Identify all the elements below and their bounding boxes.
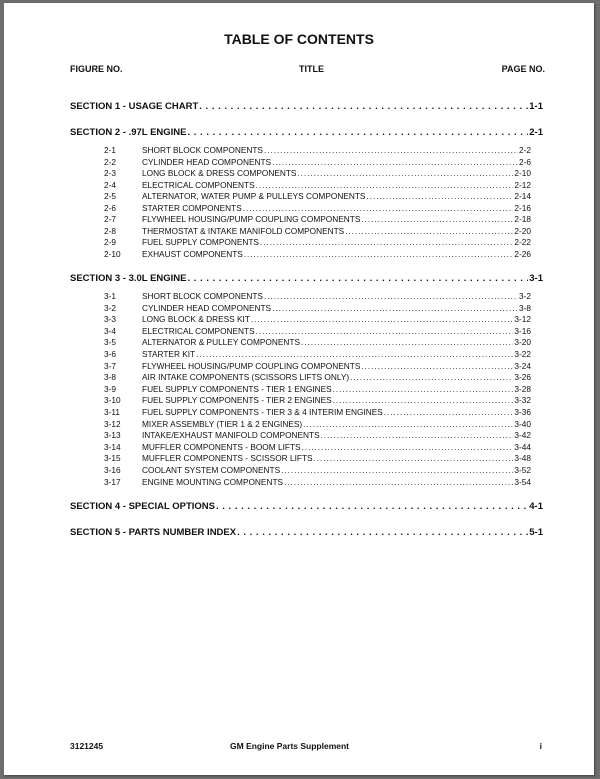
toc-item-2-4[interactable] [104, 180, 531, 190]
dot-leader [345, 227, 513, 236]
item-title: THERMOSTAT & INTAKE MANIFOLD COMPONENTS [142, 225, 345, 236]
figure-number: 3-14 [104, 441, 121, 452]
item-page: 2-12 [514, 179, 531, 190]
figure-number: 2-4 [104, 179, 116, 190]
figure-number: 2-6 [104, 202, 116, 213]
figure-number: 3-9 [104, 383, 116, 394]
item-title: CYLINDER HEAD COMPONENTS [142, 156, 272, 167]
dot-leader [260, 238, 513, 247]
dot-leader [366, 192, 513, 201]
figure-number: 3-5 [104, 337, 116, 348]
item-title: ALTERNATOR, WATER PUMP & PULLEYS COMPONENTS [142, 191, 366, 201]
toc-item-3-12[interactable] [104, 419, 531, 429]
item-page: 3-36 [514, 407, 531, 417]
dot-leader [314, 454, 514, 463]
section-label: SECTION 4 - SPECIAL OPTIONS [70, 501, 215, 512]
figure-number: 2-2 [104, 156, 116, 167]
figure-number: 3-1 [104, 291, 116, 301]
item-page: 3-24 [514, 360, 531, 371]
item-title: AIR INTAKE COMPONENTS (SCISSORS LIFTS ONLY) [142, 372, 350, 383]
figure-number: 2-9 [104, 237, 116, 247]
toc-item-3-13[interactable] [104, 430, 531, 440]
toc-item-2-7[interactable] [104, 214, 531, 224]
item-title: FUEL SUPPLY COMPONENTS - TIER 3 & 4 INTERIM ENGINES [142, 407, 383, 417]
item-title: EXHAUST COMPONENTS [142, 248, 243, 259]
section-label: SECTION 1 - USAGE CHART [70, 101, 199, 112]
section-label: SECTION 2 - .97L ENGINE [70, 127, 187, 138]
dot-leader [303, 420, 513, 429]
dot-leader [361, 362, 513, 371]
item-title: FLYWHEEL HOUSING/PUMP COUPLING COMPONENTS [142, 214, 361, 224]
toc-item-2-10[interactable] [104, 249, 531, 259]
figure-number: 3-12 [104, 418, 121, 429]
section-page: 1-1 [529, 101, 543, 112]
dot-leader [199, 101, 528, 112]
figure-number: 3-11 [104, 407, 120, 417]
dot-leader [302, 443, 514, 452]
toc-item-3-3[interactable] [104, 314, 531, 324]
item-title: FUEL SUPPLY COMPONENTS [142, 237, 259, 247]
figure-number: 3-15 [104, 453, 121, 464]
section-page: 2-1 [529, 127, 543, 138]
dot-leader [251, 315, 514, 324]
toc-item-3-15[interactable] [104, 453, 531, 463]
item-page: 2-14 [514, 191, 531, 201]
toc-item-3-7[interactable] [104, 361, 531, 371]
dot-leader [243, 204, 514, 213]
figure-number: 2-1 [104, 145, 116, 155]
toc-item-3-9[interactable] [104, 384, 531, 394]
figure-number: 2-10 [104, 248, 121, 259]
dot-leader [216, 501, 528, 512]
section-page: 3-1 [529, 273, 543, 284]
toc-item-2-3[interactable] [104, 168, 531, 178]
item-page: 3-52 [514, 465, 531, 475]
toc-section-3[interactable] [70, 273, 543, 284]
item-page: 2-22 [514, 237, 531, 247]
item-title: FUEL SUPPLY COMPONENTS - TIER 1 ENGINES [142, 383, 332, 394]
section-label: SECTION 3 - 3.0L ENGINE [70, 273, 187, 284]
item-page: 3-54 [514, 476, 531, 487]
item-page: 2-6 [519, 156, 531, 167]
section-page: 4-1 [529, 501, 543, 512]
toc-item-2-2[interactable] [104, 157, 531, 167]
figure-number: 3-7 [104, 360, 116, 371]
item-page: 3-40 [514, 418, 531, 429]
dot-leader [333, 396, 514, 405]
item-title: ELECTRICAL COMPONENTS [142, 179, 255, 190]
figure-number: 3-17 [104, 476, 121, 487]
item-title: ELECTRICAL COMPONENTS [142, 325, 255, 336]
dot-leader [256, 181, 514, 190]
item-title: MIXER ASSEMBLY (TIER 1 & 2 ENGINES) [142, 418, 303, 429]
toc-item-3-6[interactable] [104, 349, 531, 359]
dot-leader [264, 292, 518, 301]
item-title: FUEL SUPPLY COMPONENTS - TIER 2 ENGINES [142, 395, 332, 406]
item-title: SHORT BLOCK COMPONENTS [142, 145, 263, 155]
toc-item-3-5[interactable] [104, 337, 531, 347]
toc-item-3-8[interactable] [104, 372, 531, 382]
dot-leader [301, 338, 513, 347]
dot-leader [284, 478, 513, 487]
item-page: 2-16 [514, 202, 531, 213]
document-page [4, 3, 594, 775]
figure-number: 2-7 [104, 214, 116, 224]
figure-number: 2-3 [104, 168, 116, 178]
item-page: 2-2 [519, 145, 531, 155]
dot-leader [350, 373, 513, 382]
toc-section-1[interactable] [70, 101, 543, 112]
toc-section-4[interactable] [70, 501, 543, 512]
item-page: 3-20 [514, 337, 531, 348]
toc-item-3-2[interactable] [104, 303, 531, 313]
toc-item-2-9[interactable] [104, 237, 531, 247]
toc-item-2-6[interactable] [104, 203, 531, 213]
dot-leader [237, 527, 528, 538]
figure-number: 3-10 [104, 395, 121, 406]
figure-number: 3-2 [104, 302, 116, 313]
toc-item-3-11[interactable] [104, 407, 531, 417]
figure-number: 3-8 [104, 372, 116, 383]
item-title: STARTER COMPONENTS [142, 202, 242, 213]
item-page: 3-26 [514, 372, 531, 383]
item-title: INTAKE/EXHAUST MANIFOLD COMPONENTS [142, 430, 320, 441]
toc-item-3-4[interactable] [104, 326, 531, 336]
item-title: MUFFLER COMPONENTS - SCISSOR LIFTS [142, 453, 313, 464]
item-page: 3-32 [514, 395, 531, 406]
toc-item-3-14[interactable] [104, 442, 531, 452]
figure-number: 3-6 [104, 349, 116, 359]
figure-number: 2-8 [104, 225, 116, 236]
dot-leader [272, 304, 518, 313]
figure-number: 3-16 [104, 465, 121, 475]
dot-leader [321, 431, 514, 440]
page-title: TABLE OF CONTENTS [224, 31, 374, 47]
toc-item-3-17[interactable] [104, 477, 531, 487]
item-page: 3-48 [514, 453, 531, 464]
figure-number: 2-5 [104, 191, 116, 201]
toc-item-3-10[interactable] [104, 395, 531, 405]
item-title: CYLINDER HEAD COMPONENTS [142, 302, 272, 313]
toc-item-2-5[interactable] [104, 191, 531, 201]
figure-number: 3-3 [104, 314, 116, 325]
item-page: 3-44 [514, 441, 531, 452]
toc-item-3-16[interactable] [104, 465, 531, 475]
footer-doc-title: GM Engine Parts Supplement [230, 741, 350, 751]
dot-leader [297, 169, 513, 178]
dot-leader [188, 273, 529, 284]
toc-section-2[interactable] [70, 127, 543, 138]
figure-number: 3-4 [104, 325, 116, 336]
item-title: MUFFLER COMPONENTS - BOOM LIFTS [142, 441, 301, 452]
item-title: LONG BLOCK & DRESS KIT [142, 314, 250, 325]
toc-item-2-1[interactable] [104, 145, 531, 155]
item-page: 3-28 [514, 383, 531, 394]
dot-leader [256, 327, 514, 336]
item-page: 3-8 [519, 302, 531, 313]
toc-section-5[interactable] [70, 527, 543, 538]
toc-item-3-1[interactable] [104, 291, 531, 301]
item-page: 2-10 [514, 168, 531, 178]
dot-leader [333, 385, 514, 394]
section-page: 5-1 [529, 527, 543, 538]
item-title: ENGINE MOUNTING COMPONENTS [142, 476, 284, 487]
dot-leader [361, 215, 513, 224]
dot-leader [188, 127, 529, 138]
item-title: LONG BLOCK & DRESS COMPONENTS [142, 168, 297, 178]
toc-item-2-8[interactable] [104, 226, 531, 236]
item-page: 3-22 [514, 349, 531, 359]
page-column-header: PAGE NO. [501, 64, 545, 74]
footer-page-number: i [539, 741, 542, 751]
item-title: ALTERNATOR & PULLEY COMPONENTS [142, 337, 300, 348]
title-column-header: TITLE [299, 64, 324, 74]
footer-doc-number: 3121245 [70, 741, 104, 751]
dot-leader [281, 466, 513, 475]
item-title: FLYWHEEL HOUSING/PUMP COUPLING COMPONENTS [142, 360, 361, 371]
item-page: 3-42 [514, 430, 531, 441]
item-page: 2-26 [514, 248, 531, 259]
section-label: SECTION 5 - PARTS NUMBER INDEX [70, 527, 237, 538]
item-page: 3-16 [514, 325, 531, 336]
figure-number: 3-13 [104, 430, 121, 441]
item-page: 3-2 [519, 291, 531, 301]
figure-column-header: FIGURE NO. [70, 64, 123, 74]
item-page: 2-20 [514, 225, 531, 236]
item-page: 2-18 [514, 214, 531, 224]
item-title: STARTER KIT [142, 349, 196, 359]
dot-leader [264, 146, 518, 155]
item-title: COOLANT SYSTEM COMPONENTS [142, 465, 281, 475]
item-page: 3-12 [514, 314, 531, 325]
dot-leader [272, 158, 518, 167]
dot-leader [244, 250, 514, 259]
dot-leader [384, 408, 514, 417]
item-title: SHORT BLOCK COMPONENTS [142, 291, 263, 301]
dot-leader [196, 350, 513, 359]
